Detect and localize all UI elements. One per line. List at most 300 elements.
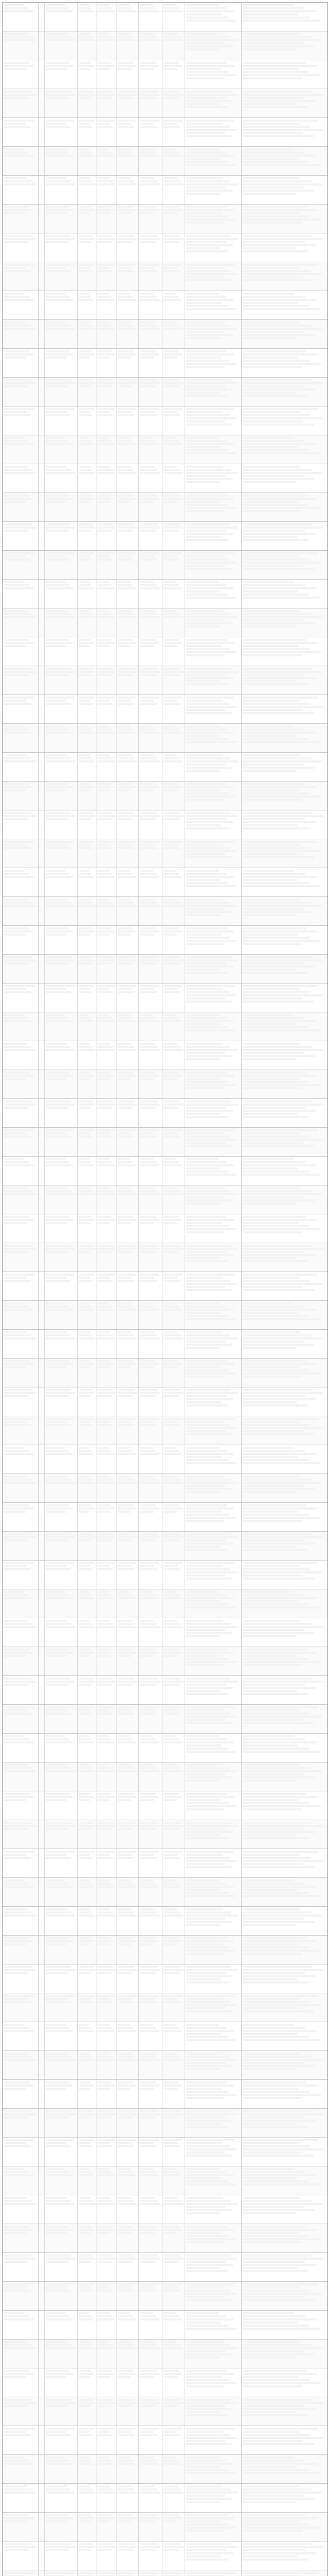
text-line [243, 1337, 322, 1340]
text-line [4, 183, 36, 185]
phone-cell [139, 1561, 162, 1589]
text-line [46, 2431, 67, 2433]
text-line [79, 1597, 93, 1599]
text-line [46, 1911, 71, 1913]
text-line [118, 2142, 131, 2144]
person-cell [78, 406, 96, 435]
text-line [243, 353, 317, 355]
text-line [97, 1713, 112, 1715]
phone-cell [139, 147, 162, 175]
text-line [186, 581, 219, 583]
text-line [186, 1776, 233, 1778]
text-line [140, 2376, 154, 2378]
text-line [243, 1376, 302, 1378]
text-line [140, 1129, 159, 1131]
text-line [163, 1511, 177, 1513]
row-index-cell [39, 176, 45, 204]
text-line [163, 1591, 176, 1593]
text-line [4, 725, 24, 727]
text-line [186, 2094, 236, 2096]
text-line [243, 1491, 296, 1493]
text-line [140, 325, 157, 327]
text-line [186, 2212, 220, 2214]
text-line [186, 1879, 219, 1882]
person-cell [78, 2166, 96, 2195]
text-line [163, 1274, 182, 1276]
text-line [140, 905, 160, 907]
text-line [46, 1886, 73, 1888]
person-cell [78, 205, 96, 233]
text-line [186, 732, 234, 734]
text-line [46, 1107, 69, 1109]
note-cell [242, 1185, 327, 1214]
text-line [4, 4, 24, 6]
text-line [79, 498, 94, 500]
text-line [243, 193, 296, 195]
scope-cell [185, 984, 242, 1012]
text-line [79, 2488, 92, 2490]
text-line [118, 382, 137, 384]
text-line [186, 353, 234, 355]
scope-cell [185, 724, 242, 752]
date-cell [117, 955, 139, 983]
text-line [140, 1681, 160, 1683]
row-index-cell [39, 1185, 45, 1214]
text-line [163, 873, 179, 875]
text-line [186, 2084, 234, 2087]
text-line [186, 1834, 221, 1836]
text-line [4, 2344, 31, 2346]
phone-cell [139, 1964, 162, 1993]
table-row [3, 2051, 327, 2080]
amount-cell [96, 1820, 117, 1849]
row-index-cell [39, 868, 45, 896]
text-line [243, 2206, 304, 2208]
text-line [163, 1799, 177, 1801]
text-line [46, 2200, 71, 2202]
text-line [4, 1879, 24, 1882]
text-line [140, 2399, 158, 2401]
text-line [118, 757, 134, 759]
text-line [97, 2139, 114, 2141]
region-cell [162, 897, 185, 925]
text-line [4, 1334, 31, 1336]
text-line [163, 270, 180, 272]
text-line [186, 1023, 221, 1025]
text-line [46, 1741, 73, 1743]
text-line [243, 533, 316, 535]
text-line [97, 1078, 110, 1080]
text-line [186, 1075, 234, 1077]
text-line [97, 1309, 114, 1311]
phone-cell [139, 2541, 162, 2570]
text-line [140, 1796, 159, 1798]
text-line [243, 2270, 308, 2272]
text-line [97, 328, 115, 330]
text-line [163, 1767, 180, 1769]
text-line [186, 331, 225, 333]
table-row [3, 955, 327, 984]
phone-cell [139, 666, 162, 694]
text-line [97, 703, 112, 705]
note-cell [242, 724, 327, 752]
table-row [3, 2080, 327, 2109]
text-line [46, 844, 67, 846]
text-line [243, 1225, 309, 1227]
text-line [118, 558, 134, 561]
text-line [243, 2139, 318, 2141]
text-line [163, 2373, 182, 2375]
text-line [186, 1283, 237, 1285]
text-line [140, 1914, 160, 1917]
text-line [243, 2084, 317, 2087]
text-line [243, 930, 317, 933]
text-line [118, 235, 135, 237]
text-line [140, 584, 156, 586]
text-line [186, 2200, 230, 2202]
phone-cell [139, 522, 162, 550]
text-line [243, 1677, 312, 1680]
text-line [186, 2203, 238, 2205]
note-cell [242, 435, 327, 464]
table-row [3, 753, 327, 782]
text-line [97, 1937, 111, 1939]
text-line [140, 2200, 157, 2202]
text-line [186, 2350, 225, 2352]
text-line [186, 2027, 226, 2029]
text-line [97, 1735, 109, 1737]
text-line [163, 1392, 184, 1394]
text-line [186, 1546, 221, 1548]
text-line [46, 812, 71, 814]
text-line [186, 2007, 225, 2009]
person-cell [78, 1907, 96, 1935]
text-line [97, 930, 114, 933]
text-line [4, 1479, 31, 1481]
person-cell [78, 1243, 96, 1272]
text-line [186, 764, 225, 766]
text-line [243, 1975, 316, 1977]
text-line [97, 1536, 116, 1538]
company-cell [45, 868, 78, 896]
text-line [118, 2488, 134, 2490]
note-cell [242, 1964, 327, 1993]
text-line [163, 985, 182, 987]
text-line [186, 106, 228, 108]
date-cell [117, 2051, 139, 2079]
region-cell [162, 1647, 185, 1675]
table-row [3, 349, 327, 378]
text-line [79, 2053, 90, 2055]
text-line [4, 991, 31, 993]
text-line [46, 841, 74, 843]
phone-cell [139, 2109, 162, 2137]
text-line [79, 959, 95, 961]
person-cell [78, 2253, 96, 2281]
text-line [163, 558, 180, 561]
text-line [243, 2255, 312, 2257]
text-line [243, 1306, 305, 1308]
amount-cell [96, 31, 117, 60]
company-name-cell [3, 1272, 39, 1300]
text-line [243, 276, 303, 278]
note-cell [242, 1128, 327, 1156]
scope-cell [185, 522, 242, 550]
date-cell [117, 2080, 139, 2108]
text-line [140, 1222, 154, 1224]
text-line [243, 1231, 302, 1233]
text-line [243, 126, 310, 128]
text-line [243, 2110, 312, 2112]
text-line [97, 2286, 110, 2289]
scope-cell [185, 2513, 242, 2541]
text-line [46, 1854, 67, 1856]
phone-cell [139, 2253, 162, 2281]
text-line [118, 642, 136, 644]
text-line [186, 2370, 227, 2372]
text-line [186, 1216, 227, 1218]
text-line [4, 437, 24, 439]
text-line [186, 357, 222, 359]
phone-cell [139, 2022, 162, 2050]
note-cell [242, 580, 327, 608]
company-cell [45, 810, 78, 839]
text-line [140, 1536, 160, 1538]
text-line [140, 1735, 153, 1737]
table-row [3, 2109, 327, 2138]
scope-cell [185, 1099, 242, 1127]
text-line [140, 2286, 154, 2289]
text-line [4, 2347, 36, 2349]
region-cell [162, 2138, 185, 2166]
text-line [79, 1129, 94, 1131]
text-line [79, 2197, 90, 2199]
person-cell [78, 1070, 96, 1098]
company-name-cell [3, 2109, 39, 2137]
text-line [163, 1681, 184, 1683]
text-line [97, 1594, 111, 1596]
company-name-cell [3, 955, 39, 983]
text-line [243, 1398, 316, 1400]
company-cell [45, 378, 78, 406]
text-line [243, 2059, 322, 2061]
text-line [46, 1536, 75, 1538]
phone-cell [139, 2166, 162, 2195]
text-line [243, 209, 317, 211]
date-cell [117, 2513, 139, 2541]
text-line [46, 1908, 67, 1910]
text-line [140, 1306, 156, 1308]
text-line [163, 1363, 182, 1365]
company-cell [45, 1301, 78, 1329]
text-line [140, 2142, 154, 2144]
text-line [79, 39, 95, 41]
text-line [243, 151, 305, 154]
text-line [243, 1889, 298, 1891]
text-line [4, 1245, 31, 1247]
text-line [97, 2110, 113, 2112]
text-line [79, 2431, 90, 2433]
text-line [140, 33, 155, 35]
text-line [97, 357, 110, 359]
text-line [4, 1741, 34, 1743]
text-line [46, 2110, 71, 2112]
text-line [118, 789, 131, 791]
text-line [46, 2549, 69, 2551]
text-line [140, 382, 160, 384]
text-line [118, 2431, 131, 2433]
text-line [4, 1366, 26, 1368]
text-line [46, 1767, 71, 1769]
text-line [4, 1337, 36, 1340]
company-cell [45, 2484, 78, 2512]
text-line [186, 264, 235, 266]
text-line [140, 1594, 156, 1596]
text-line [140, 357, 154, 359]
text-line [79, 1251, 91, 1253]
text-line [243, 382, 323, 384]
table-row [3, 1993, 327, 2022]
text-line [243, 2485, 300, 2487]
phone-cell [139, 753, 162, 781]
text-line [79, 703, 92, 705]
text-line [243, 2347, 322, 2349]
text-line [79, 2001, 92, 2003]
text-line [4, 180, 31, 182]
text-line [186, 1404, 228, 1406]
text-line [97, 725, 109, 727]
text-line [97, 382, 116, 384]
text-line [186, 1978, 221, 1980]
note-cell [242, 810, 327, 839]
text-line [4, 2113, 36, 2115]
text-line [118, 2341, 131, 2343]
text-line [79, 757, 92, 759]
text-line [243, 337, 296, 339]
text-line [79, 155, 93, 157]
amount-cell [96, 2051, 117, 2079]
person-cell [78, 493, 96, 521]
text-line [186, 7, 226, 9]
note-cell [242, 349, 327, 377]
company-cell [45, 2022, 78, 2050]
text-line [140, 1447, 153, 1449]
row-index-cell [39, 1330, 45, 1358]
text-line [97, 1222, 110, 1224]
note-cell [242, 320, 327, 348]
row-index-cell [39, 262, 45, 291]
text-line [118, 2261, 133, 2263]
text-line [186, 276, 225, 278]
text-line [186, 1046, 230, 1048]
table-row [3, 1561, 327, 1589]
text-line [79, 905, 95, 907]
text-line [186, 1344, 233, 1346]
text-line [140, 1626, 160, 1628]
scope-cell [185, 2080, 242, 2108]
row-index-cell [39, 984, 45, 1012]
company-cell [45, 349, 78, 377]
text-line [186, 1174, 236, 1176]
text-line [243, 1854, 300, 1856]
text-line [163, 1741, 182, 1743]
text-line [118, 1277, 131, 1279]
text-line [4, 270, 31, 272]
text-line [97, 899, 110, 901]
scope-cell [185, 2138, 242, 2166]
text-line [4, 1738, 29, 1740]
text-line [186, 1661, 236, 1663]
text-line [243, 1658, 309, 1660]
company-cell [45, 2513, 78, 2541]
text-line [163, 870, 176, 872]
text-line [4, 296, 29, 298]
row-index-cell [39, 1445, 45, 1473]
text-line [186, 183, 238, 185]
text-line [118, 1251, 133, 1253]
text-line [243, 1802, 309, 1804]
scope-cell [185, 1272, 242, 1300]
text-line [118, 1684, 133, 1686]
company-name-cell [3, 551, 39, 579]
region-cell [162, 3, 185, 31]
company-cell [45, 60, 78, 89]
text-line [186, 1658, 229, 1660]
company-cell [45, 233, 78, 262]
text-line [243, 914, 296, 916]
company-cell [45, 2570, 78, 2576]
company-name-cell [3, 406, 39, 435]
text-line [163, 1136, 180, 1138]
text-line [186, 2081, 227, 2083]
text-line [243, 1190, 311, 1192]
text-line [97, 674, 111, 676]
text-line [186, 293, 219, 295]
text-line [243, 1776, 315, 1778]
text-line [4, 1937, 29, 1939]
text-line [46, 1511, 67, 1513]
text-line [243, 2027, 305, 2029]
scope-cell [185, 1243, 242, 1272]
text-line [186, 1331, 223, 1333]
row-index-cell [39, 839, 45, 868]
text-line [186, 2241, 224, 2243]
text-line [46, 876, 73, 878]
text-line [46, 1187, 67, 1189]
text-line [97, 379, 113, 381]
text-line [243, 2558, 308, 2561]
text-line [186, 498, 234, 500]
text-line [243, 703, 310, 705]
text-line [243, 132, 303, 134]
text-line [163, 1107, 179, 1109]
text-line [79, 1652, 94, 1654]
text-line [4, 1392, 36, 1394]
text-line [118, 1539, 133, 1541]
company-name-cell [3, 2513, 39, 2541]
text-line [140, 2347, 160, 2349]
text-line [46, 350, 69, 352]
text-line [4, 353, 34, 355]
person-cell [78, 349, 96, 377]
text-line [163, 2456, 176, 2459]
text-line [4, 2081, 29, 2083]
text-line [140, 36, 157, 38]
text-line [79, 2027, 91, 2029]
text-line [243, 510, 302, 512]
text-line [46, 7, 69, 9]
text-line [243, 1539, 305, 1541]
